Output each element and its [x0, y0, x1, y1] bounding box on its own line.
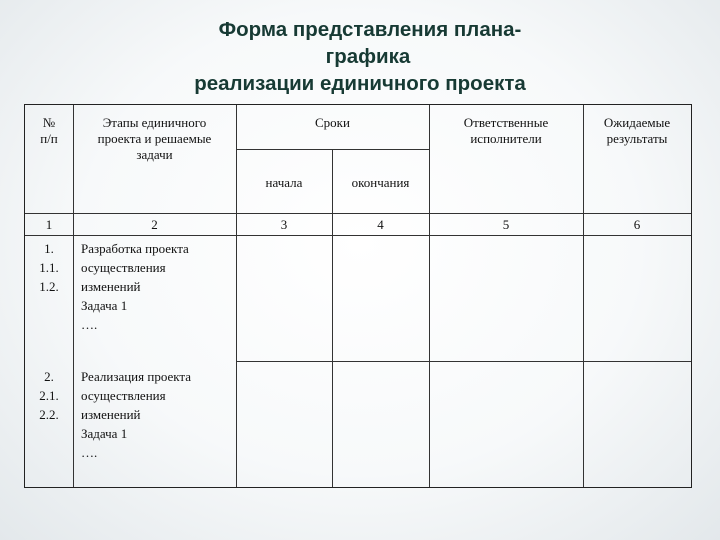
column-number: 2 [151, 217, 158, 232]
page-title [80, 16, 640, 97]
row-2-numbers: 2. 2.1. 2.2. [39, 369, 59, 422]
header-start: начала [265, 175, 303, 190]
title-line-3: реализации единичного проекта [194, 72, 526, 95]
row-2-stage: Реализация проекта осуществления изменений Задача 1 …. [81, 369, 192, 460]
header-responsible: Ответственные исполнители [463, 115, 549, 146]
header-number: № п/п [40, 115, 58, 146]
header-end: окончания [351, 175, 410, 190]
row-divider [236, 361, 691, 362]
column-number: 1 [45, 217, 53, 232]
row-divider [236, 149, 429, 150]
col-divider [583, 105, 584, 487]
row-1-numbers: 1. 1.1. 1.2. [39, 241, 59, 294]
col-divider [236, 105, 237, 487]
col-divider [332, 149, 333, 487]
column-number: 6 [633, 217, 641, 232]
col-divider [429, 105, 430, 487]
title-line-2: графика [325, 45, 411, 68]
row-divider [25, 235, 691, 236]
column-number: 4 [377, 217, 384, 232]
column-number: 3 [280, 217, 288, 232]
column-number: 5 [502, 217, 510, 232]
header-stages: Этапы единичного проекта и решаемые задачи [97, 115, 212, 162]
header-results: Ожидаемые результаты [603, 115, 671, 146]
plan-schedule-table [24, 104, 692, 488]
header-deadlines: Сроки [315, 115, 350, 130]
row-divider [25, 213, 691, 214]
title-line-1: Форма представления плана- [218, 18, 522, 41]
row-1-stage: Разработка проекта осуществления изменений Задача 1 …. [81, 241, 189, 332]
